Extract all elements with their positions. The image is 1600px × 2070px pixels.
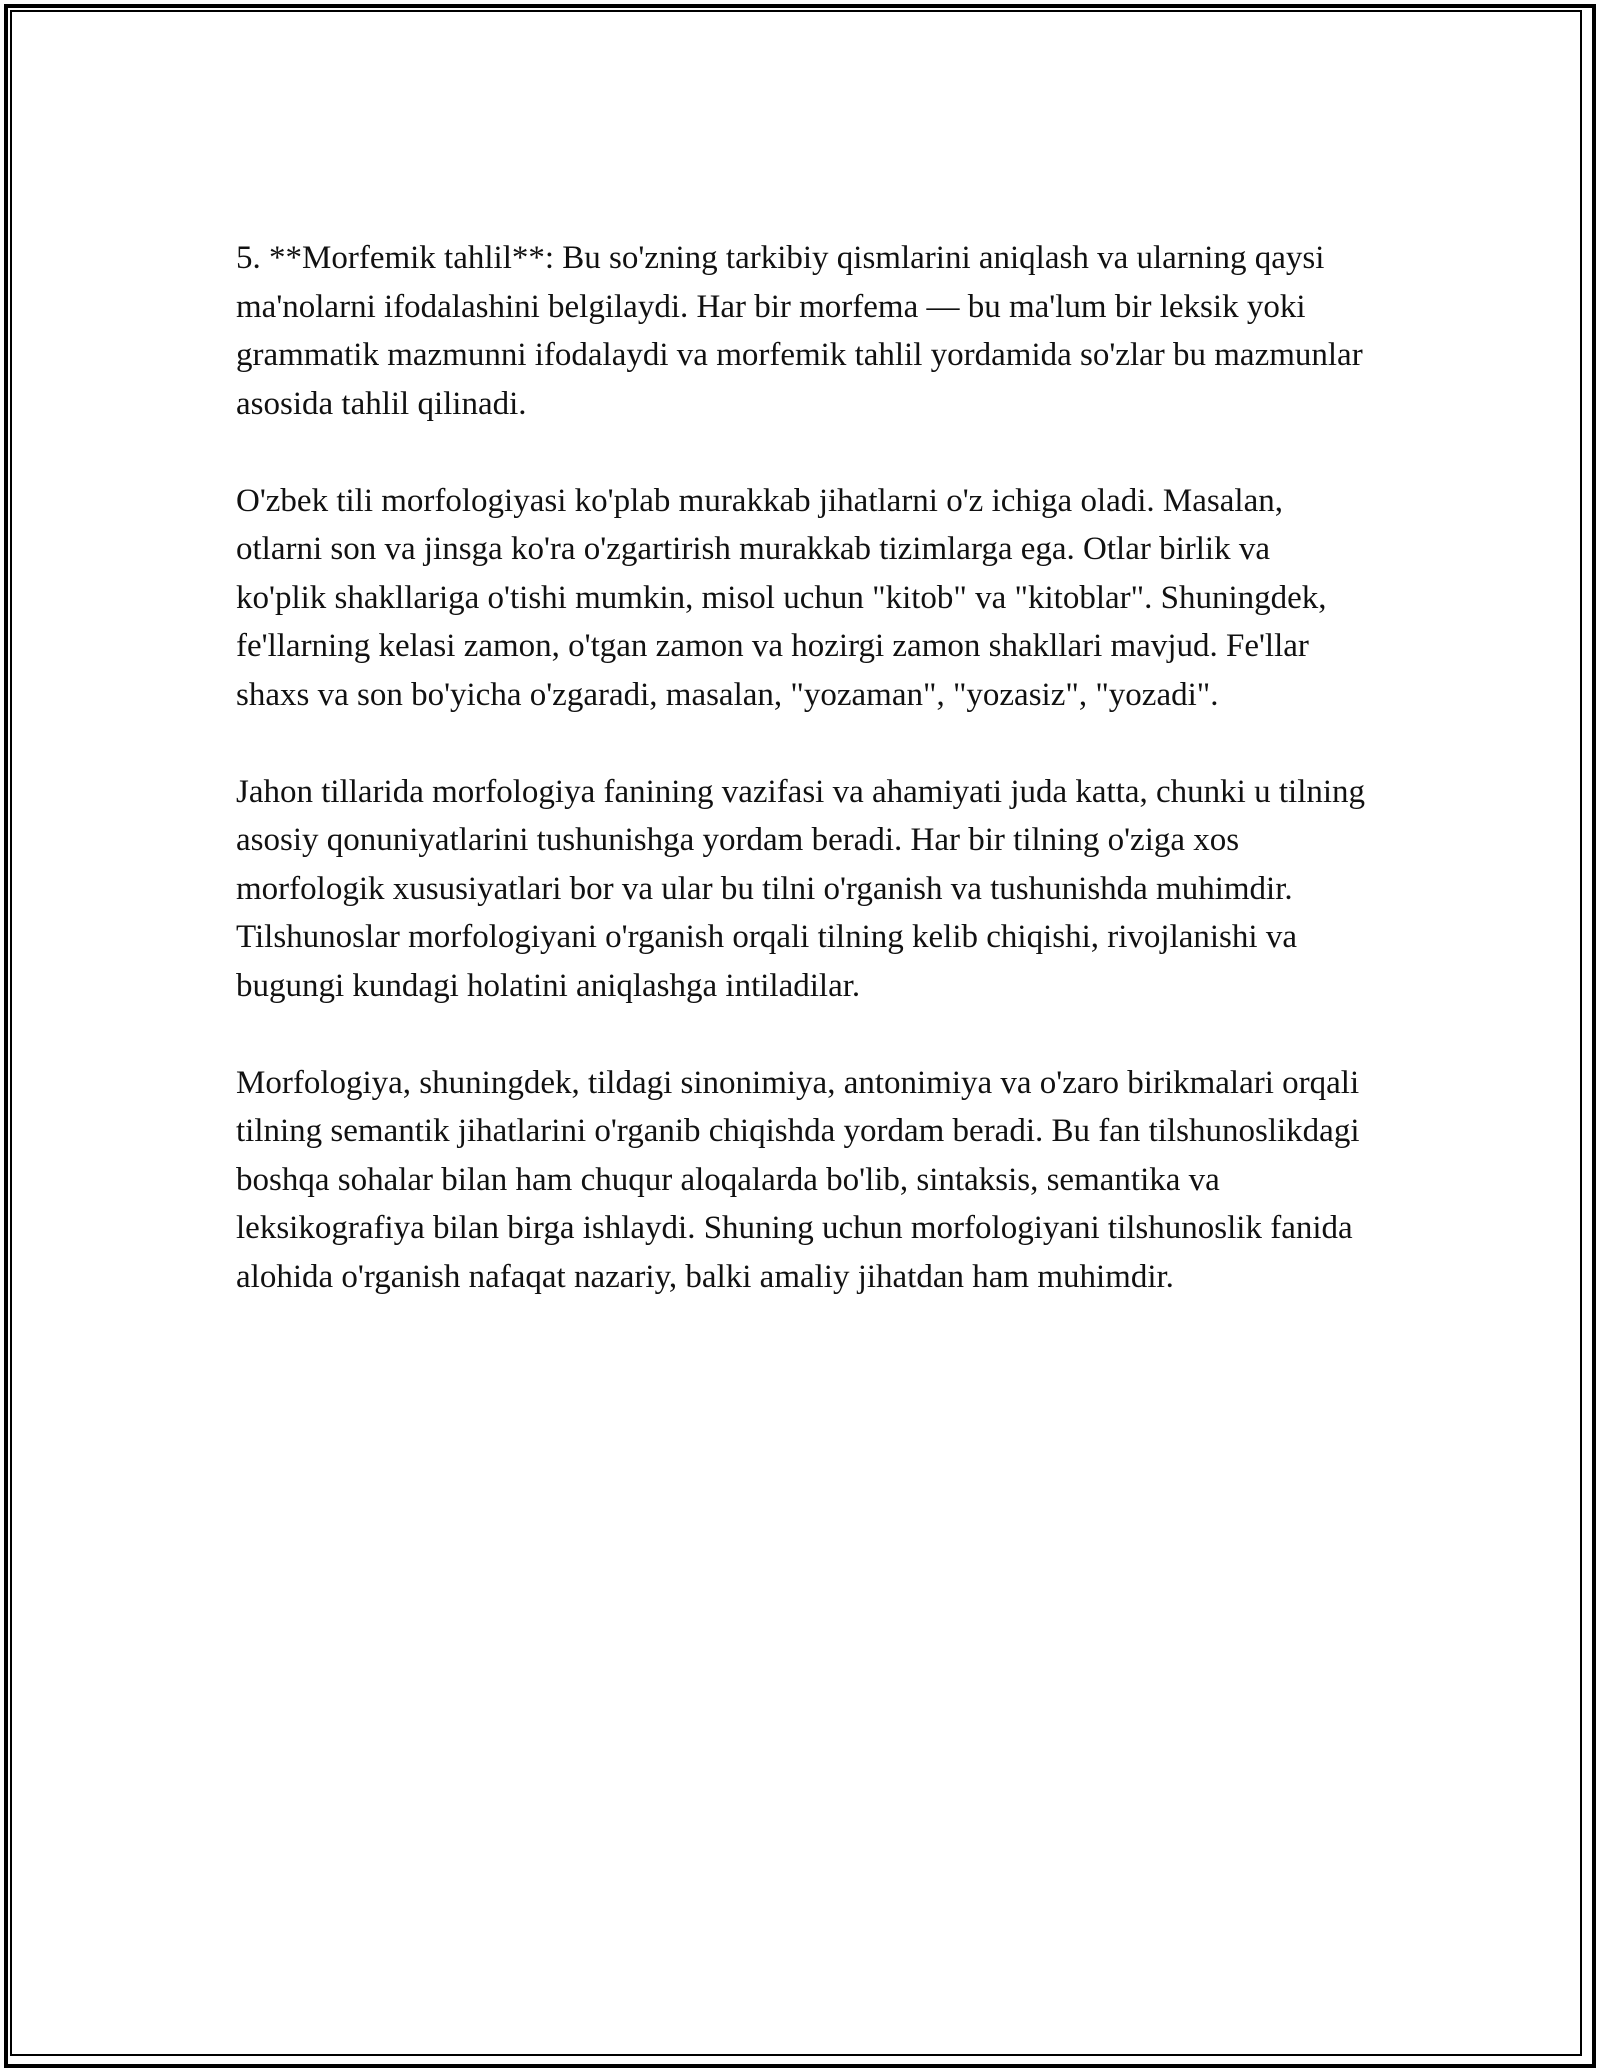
document-body <box>236 234 1366 1350</box>
paragraph-morfologiya-semantika: Morfologiya, shuningdek, tildagi sinonimiya, antonimiya va o'zaro birikmalari orqali tilning semantik jihatlarini o'rganib chiqishda yordam beradi. Bu fan tilshunoslikdagi boshqa sohalar bilan ham chuqur aloqalarda bo'lib, sintaksis, semantika va leksikografiya bilan birga ishlaydi. Shuning uchun morfologiyani tilshunoslik fanida alohida o'rganish nafaqat nazariy, balki amaliy jihatdan ham muhimdir. <box>236 1064 1360 1295</box>
paragraph-morfemik-tahlil: 5. **Morfemik tahlil**: Bu so'zning tarkibiy qismlarini aniqlash va ularning qaysi ma'nolarni ifodalashini belgilaydi. Har bir morfema — bu ma'lum bir leksik yoki grammatik mazmunni ifodalaydi va morfemik tahlil yordamida so'zlar bu mazmunlar asosida tahlil qilinadi. <box>236 240 1363 422</box>
paragraph-jahon-tillarida: Jahon tillarida morfologiya fanining vazifasi va ahamiyati juda katta, chunki u tilning asosiy qonuniyatlarini tushunishga yordam beradi. Har bir tilning o'ziga xos morfologik xususiyatlari bor va ular bu tilni o'rganish va tushunishda muhimdir. Tilshunoslar morfologiyani o'rganish orqali tilning kelib chiqishi, rivojlanishi va bugungi kundagi holatini aniqlashga intiladilar. <box>236 773 1366 1004</box>
paragraph-ozbek-morfologiyasi: O'zbek tili morfologiyasi ko'plab murakkab jihatlarni o'z ichiga oladi. Masalan, otlarni son va jinsga ko'ra o'zgartirish murakkab tizimlarga ega. Otlar birlik va ko'plik shakllariga o'tishi mumkin, misol uchun "kitob" va "kitoblar". Shuningdek, fe'llarning kelasi zamon, o'tgan zamon va hozirgi zamon shakllari mavjud. Fe'llar shaxs va son bo'yicha o'zgaradi, masalan, "yozaman", "yozasiz", "yozadi". <box>236 482 1327 713</box>
